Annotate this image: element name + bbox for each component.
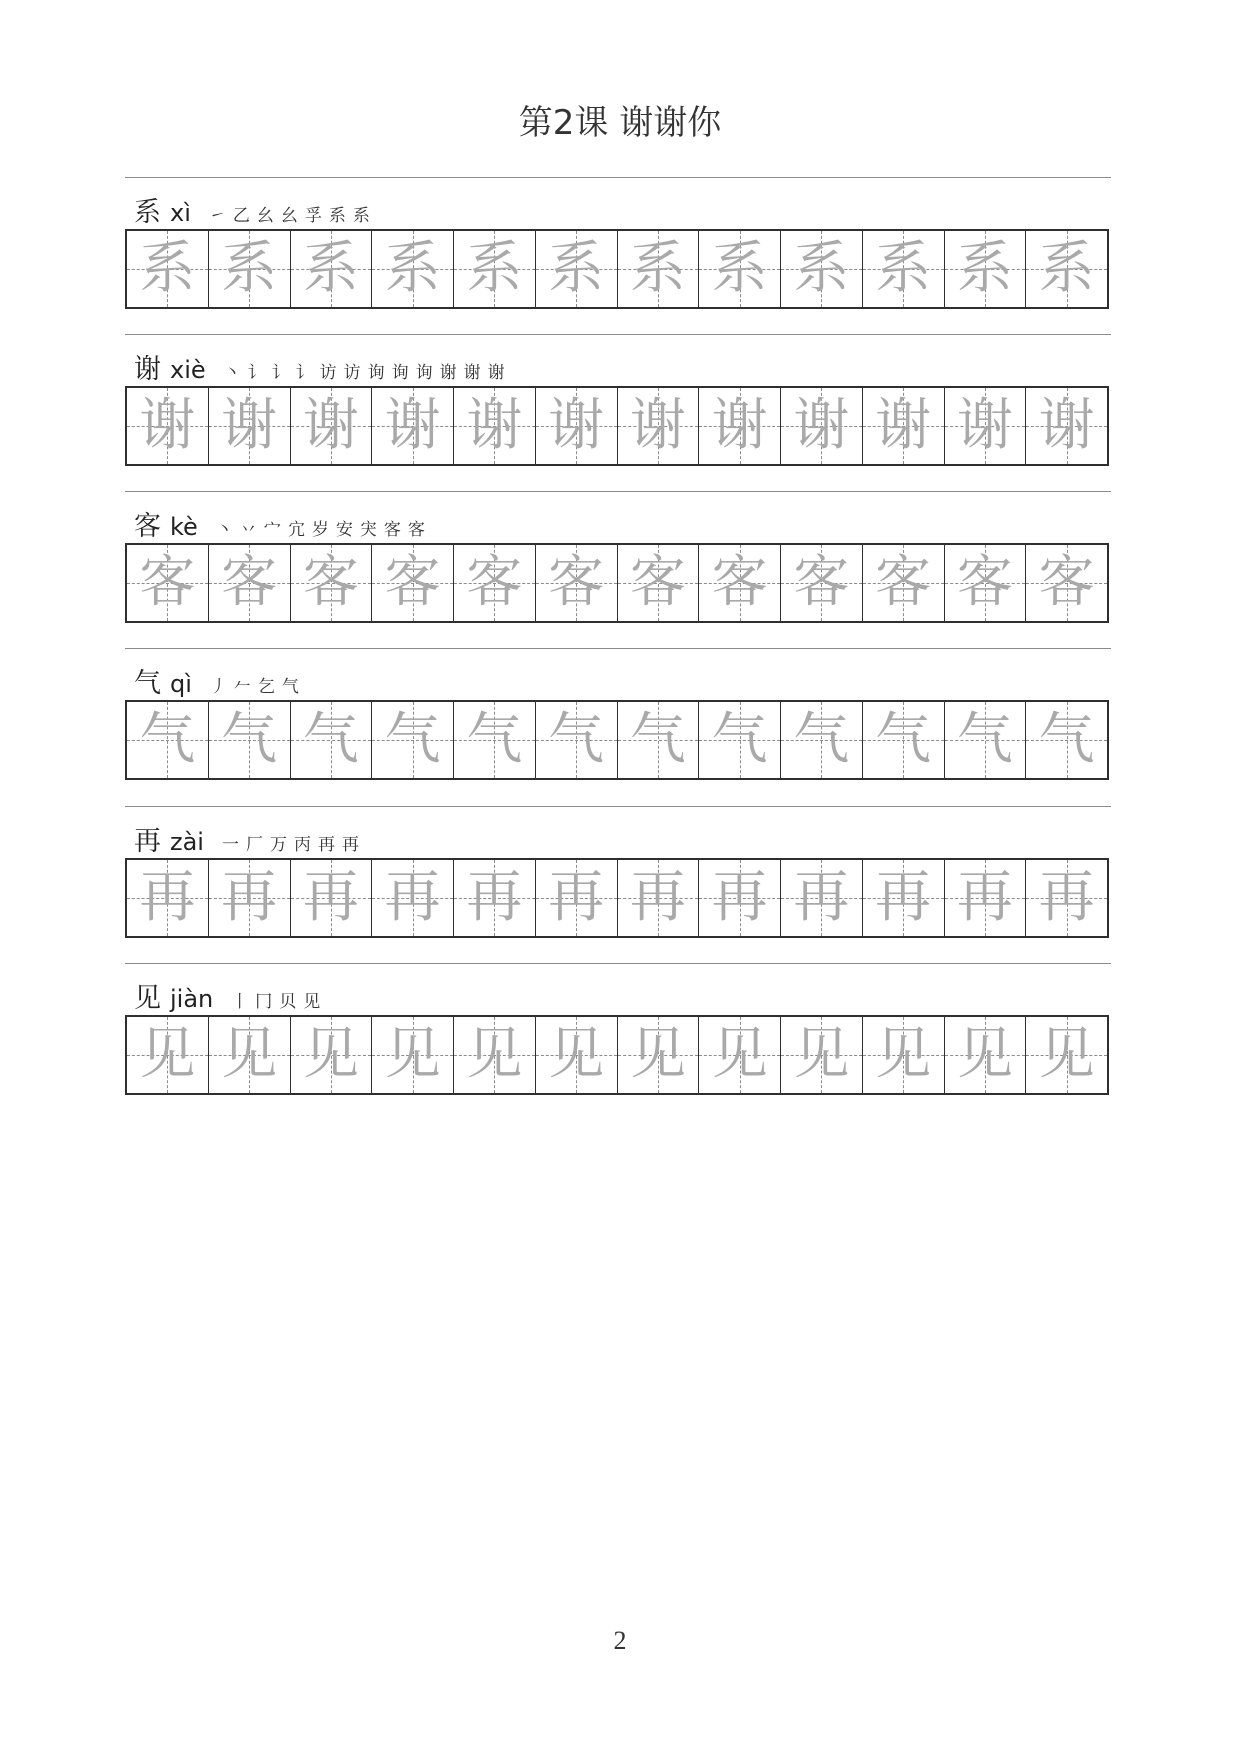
trace-character: 客 — [711, 550, 768, 615]
practice-cell[interactable] — [863, 860, 945, 936]
trace-character: 气 — [221, 707, 278, 772]
practice-cell[interactable] — [945, 231, 1027, 307]
trace-character: 见 — [629, 1022, 686, 1087]
trace-character: 谢 — [711, 393, 768, 458]
stroke-step: ㇀ — [208, 206, 226, 226]
stroke-step: 丙 — [293, 835, 311, 855]
trace-character: 见 — [956, 1022, 1013, 1087]
trace-character: 系 — [466, 236, 523, 301]
trace-character: 再 — [302, 865, 359, 930]
practice-cell[interactable] — [618, 702, 700, 778]
practice-cell[interactable] — [127, 231, 209, 307]
practice-cell[interactable] — [781, 702, 863, 778]
trace-character: 再 — [384, 865, 441, 930]
stroke-step: 讠 — [271, 363, 289, 383]
practice-cell[interactable] — [454, 1017, 536, 1093]
practice-cell[interactable] — [699, 231, 781, 307]
character-pinyin: xì — [170, 199, 191, 227]
trace-character: 见 — [1038, 1022, 1095, 1087]
trace-character: 见 — [548, 1022, 605, 1087]
character-pinyin: zài — [170, 828, 204, 856]
stroke-step: 丿 — [209, 677, 227, 697]
practice-cell[interactable] — [863, 231, 945, 307]
trace-character: 客 — [302, 550, 359, 615]
practice-cell[interactable] — [127, 860, 209, 936]
trace-character: 再 — [956, 865, 1013, 930]
trace-character: 见 — [221, 1022, 278, 1087]
practice-cell[interactable] — [618, 1017, 700, 1093]
character-pinyin: kè — [170, 513, 198, 541]
trace-character: 见 — [384, 1022, 441, 1087]
trace-character: 见 — [466, 1022, 523, 1087]
trace-character: 谢 — [956, 393, 1013, 458]
stroke-step: 宀 — [263, 520, 281, 540]
practice-cell[interactable] — [618, 860, 700, 936]
trace-character: 谢 — [875, 393, 932, 458]
trace-character: 气 — [139, 707, 196, 772]
practice-cell[interactable] — [863, 702, 945, 778]
page-title: 第2课 谢谢你 — [518, 103, 722, 143]
practice-cell[interactable] — [291, 388, 373, 464]
stroke-step: 丶 — [223, 363, 241, 383]
stroke-step: 系 — [352, 206, 370, 226]
stroke-step: 乙 — [232, 206, 250, 226]
practice-cell[interactable] — [536, 545, 618, 621]
practice-cell[interactable] — [618, 231, 700, 307]
stroke-step: 询 — [391, 363, 409, 383]
practice-cell[interactable] — [863, 1017, 945, 1093]
practice-cell[interactable] — [372, 388, 454, 464]
practice-cell[interactable] — [781, 860, 863, 936]
trace-character: 系 — [875, 236, 932, 301]
trace-character: 客 — [221, 550, 278, 615]
practice-cell[interactable] — [209, 702, 291, 778]
practice-cell[interactable] — [372, 860, 454, 936]
trace-character: 气 — [1038, 707, 1095, 772]
character-header — [134, 661, 299, 697]
trace-character: 见 — [875, 1022, 932, 1087]
stroke-step: 宊 — [359, 520, 377, 540]
stroke-step: 丷 — [239, 520, 257, 540]
character-pinyin: qì — [170, 670, 192, 698]
practice-cell[interactable] — [209, 545, 291, 621]
trace-character: 客 — [1038, 550, 1095, 615]
practice-cell[interactable] — [699, 860, 781, 936]
trace-character: 客 — [466, 550, 523, 615]
character-glyph: 气 — [134, 668, 161, 699]
practice-cell[interactable] — [372, 545, 454, 621]
stroke-step: 岁 — [311, 520, 329, 540]
section-divider — [125, 963, 1111, 964]
trace-character: 客 — [384, 550, 441, 615]
stroke-step: 𠂉 — [233, 677, 251, 697]
practice-cell[interactable] — [291, 231, 373, 307]
stroke-step: 孚 — [304, 206, 322, 226]
stroke-step: 询 — [415, 363, 433, 383]
practice-cell[interactable] — [127, 1017, 209, 1093]
stroke-step: 谢 — [439, 363, 457, 383]
character-glyph: 见 — [134, 983, 161, 1014]
practice-cell[interactable] — [209, 231, 291, 307]
stroke-step: 乞 — [257, 677, 275, 697]
practice-cell[interactable] — [127, 388, 209, 464]
practice-cell[interactable] — [291, 702, 373, 778]
practice-cell[interactable] — [945, 545, 1027, 621]
practice-grid — [125, 700, 1109, 780]
stroke-step: 讠 — [295, 363, 313, 383]
trace-character: 客 — [956, 550, 1013, 615]
trace-character: 客 — [629, 550, 686, 615]
practice-cell[interactable] — [1026, 860, 1107, 936]
trace-character: 气 — [548, 707, 605, 772]
trace-character: 气 — [466, 707, 523, 772]
section-divider — [125, 334, 1111, 335]
character-header — [134, 819, 359, 855]
practice-cell[interactable] — [618, 388, 700, 464]
stroke-step: 谢 — [463, 363, 481, 383]
trace-character: 气 — [956, 707, 1013, 772]
trace-character: 气 — [875, 707, 932, 772]
practice-cell[interactable] — [127, 702, 209, 778]
trace-character: 系 — [793, 236, 850, 301]
page-number: 2 — [613, 1626, 627, 1655]
character-pinyin: xiè — [170, 356, 206, 384]
practice-grid — [125, 1015, 1109, 1095]
practice-cell[interactable] — [291, 860, 373, 936]
stroke-order — [209, 201, 370, 226]
trace-character: 系 — [1038, 236, 1095, 301]
trace-character: 气 — [793, 707, 850, 772]
character-glyph: 客 — [134, 511, 161, 542]
trace-character: 再 — [875, 865, 932, 930]
practice-cell[interactable] — [536, 1017, 618, 1093]
practice-cell[interactable] — [781, 231, 863, 307]
stroke-step: 贝 — [279, 992, 297, 1012]
practice-cell[interactable] — [372, 231, 454, 307]
stroke-order — [222, 830, 359, 855]
stroke-step: 客 — [383, 520, 401, 540]
character-glyph: 系 — [134, 197, 161, 228]
practice-cell[interactable] — [209, 860, 291, 936]
practice-cell[interactable] — [454, 860, 536, 936]
stroke-step: 再 — [341, 835, 359, 855]
practice-grid — [125, 386, 1109, 466]
stroke-step: 厂 — [245, 835, 263, 855]
practice-cell[interactable] — [454, 702, 536, 778]
trace-character: 见 — [302, 1022, 359, 1087]
stroke-step: 见 — [303, 992, 321, 1012]
trace-character: 谢 — [384, 393, 441, 458]
section-divider — [125, 648, 1111, 649]
character-glyph: 谢 — [134, 354, 161, 385]
trace-character: 谢 — [139, 393, 196, 458]
practice-cell[interactable] — [618, 545, 700, 621]
stroke-step: 访 — [343, 363, 361, 383]
trace-character: 系 — [711, 236, 768, 301]
stroke-step: 宂 — [287, 520, 305, 540]
practice-cell[interactable] — [945, 702, 1027, 778]
practice-cell[interactable] — [1026, 388, 1107, 464]
trace-character: 再 — [221, 865, 278, 930]
trace-character: 谢 — [466, 393, 523, 458]
practice-cell[interactable] — [945, 1017, 1027, 1093]
stroke-step: 客 — [407, 520, 425, 540]
practice-grid — [125, 229, 1109, 309]
practice-cell[interactable] — [291, 1017, 373, 1093]
practice-cell[interactable] — [781, 388, 863, 464]
character-header — [134, 190, 370, 226]
trace-character: 谢 — [548, 393, 605, 458]
practice-cell[interactable] — [781, 1017, 863, 1093]
character-glyph: 再 — [134, 826, 161, 857]
stroke-step: 丨 — [231, 992, 249, 1012]
practice-grid — [125, 858, 1109, 938]
stroke-step: 丶 — [215, 520, 233, 540]
trace-character: 谢 — [793, 393, 850, 458]
trace-character: 系 — [629, 236, 686, 301]
stroke-step: 谢 — [487, 363, 505, 383]
practice-cell[interactable] — [209, 388, 291, 464]
stroke-step: 一 — [221, 835, 239, 855]
practice-cell[interactable] — [1026, 545, 1107, 621]
section-divider — [125, 491, 1111, 492]
stroke-order — [231, 987, 320, 1012]
practice-cell[interactable] — [699, 545, 781, 621]
practice-cell[interactable] — [536, 702, 618, 778]
stroke-step: 气 — [281, 677, 299, 697]
trace-character: 客 — [139, 550, 196, 615]
trace-character: 系 — [139, 236, 196, 301]
stroke-order — [224, 358, 505, 383]
stroke-step: 幺 — [256, 206, 274, 226]
stroke-order — [210, 672, 299, 697]
practice-cell[interactable] — [454, 388, 536, 464]
trace-character: 系 — [384, 236, 441, 301]
section-divider — [125, 806, 1111, 807]
practice-cell[interactable] — [699, 1017, 781, 1093]
trace-character: 系 — [548, 236, 605, 301]
trace-character: 客 — [548, 550, 605, 615]
trace-character: 再 — [1038, 865, 1095, 930]
trace-character: 再 — [466, 865, 523, 930]
character-header — [134, 976, 320, 1012]
trace-character: 再 — [629, 865, 686, 930]
trace-character: 再 — [139, 865, 196, 930]
trace-character: 再 — [548, 865, 605, 930]
trace-character: 气 — [302, 707, 359, 772]
trace-character: 谢 — [629, 393, 686, 458]
practice-cell[interactable] — [699, 388, 781, 464]
trace-character: 系 — [956, 236, 1013, 301]
practice-cell[interactable] — [536, 388, 618, 464]
trace-character: 见 — [793, 1022, 850, 1087]
trace-character: 气 — [384, 707, 441, 772]
trace-character: 气 — [629, 707, 686, 772]
practice-grid — [125, 543, 1109, 623]
stroke-order — [216, 515, 425, 540]
stroke-step: 冂 — [255, 992, 273, 1012]
trace-character: 系 — [302, 236, 359, 301]
stroke-step: 万 — [269, 835, 287, 855]
trace-character: 气 — [711, 707, 768, 772]
trace-character: 客 — [793, 550, 850, 615]
trace-character: 谢 — [221, 393, 278, 458]
practice-cell[interactable] — [863, 388, 945, 464]
practice-cell[interactable] — [372, 1017, 454, 1093]
practice-cell[interactable] — [127, 545, 209, 621]
practice-cell[interactable] — [1026, 231, 1107, 307]
character-pinyin: jiàn — [170, 985, 214, 1013]
trace-character: 见 — [711, 1022, 768, 1087]
practice-cell[interactable] — [372, 702, 454, 778]
practice-cell[interactable] — [1026, 702, 1107, 778]
practice-cell[interactable] — [209, 1017, 291, 1093]
trace-character: 谢 — [1038, 393, 1095, 458]
practice-cell[interactable] — [536, 231, 618, 307]
character-header — [134, 347, 505, 383]
trace-character: 再 — [793, 865, 850, 930]
practice-cell[interactable] — [454, 231, 536, 307]
trace-character: 客 — [875, 550, 932, 615]
stroke-step: 系 — [328, 206, 346, 226]
practice-cell[interactable] — [454, 545, 536, 621]
practice-cell[interactable] — [781, 545, 863, 621]
trace-character: 再 — [711, 865, 768, 930]
practice-cell[interactable] — [699, 702, 781, 778]
character-header — [134, 504, 425, 540]
stroke-step: 再 — [317, 835, 335, 855]
trace-character: 谢 — [302, 393, 359, 458]
practice-cell[interactable] — [1026, 1017, 1107, 1093]
practice-cell[interactable] — [945, 860, 1027, 936]
stroke-step: 幺 — [280, 206, 298, 226]
stroke-step: 访 — [319, 363, 337, 383]
practice-cell[interactable] — [945, 388, 1027, 464]
stroke-step: 安 — [335, 520, 353, 540]
practice-cell[interactable] — [863, 545, 945, 621]
trace-character: 见 — [139, 1022, 196, 1087]
practice-cell[interactable] — [291, 545, 373, 621]
stroke-step: 询 — [367, 363, 385, 383]
section-divider — [125, 177, 1111, 178]
stroke-step: 讠 — [247, 363, 265, 383]
practice-cell[interactable] — [536, 860, 618, 936]
trace-character: 系 — [221, 236, 278, 301]
